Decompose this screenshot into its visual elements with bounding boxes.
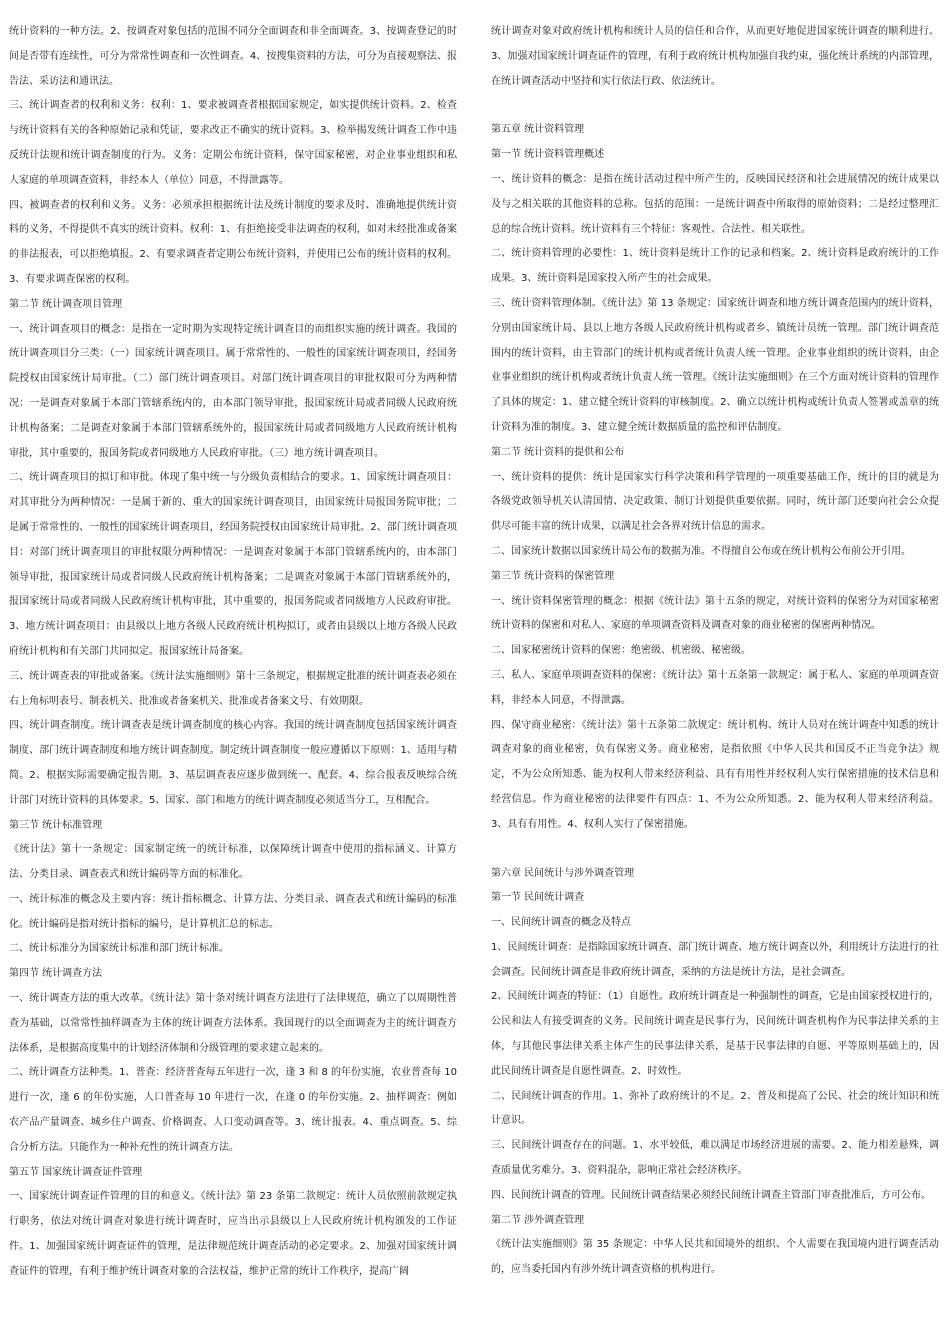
body-paragraph: 二、统计调查方法种类。1、普查：经济普查每五年进行一次，逢 3 和 8 的年份实施，农业普查每 10 进行一次，逢 6 的年份实施，人口普查每 10 年进行一次，在逢 0 的年份实施。2、抽样调查：例如农产品产量调查、城乡住户调查、价格调查、人口变动调查等。3、统计报表。4、重点调查。5、综合分析方法。只能作为一种补充性的统计调查方法。 [9,1067,457,1153]
body-paragraph: 《统计法实施细则》第 35 条规定：中华人民共和国境外的组织、个人需要在我国境内进行调查活动的，应当委托国内有涉外统计调查资格的机构进行。 [491,1239,939,1276]
body-paragraph: 二、统计资料管理的必要性：1、统计资料是统计工作的记录和档案。2、统计资料是政府统计的工作成果。3、统计资料是国家投入所产生的社会成果。 [491,248,939,285]
body-paragraph: 四、民间统计调查的管理。民间统计调查结果必须经民间统计调查主管部门审查批准后，方可公布。 [491,1189,931,1201]
section-heading: 第一节 民间统计调查 [491,892,585,904]
section-heading: 第五章 统计资料管理 [491,124,585,136]
section-heading: 第三节 统计资料的保密管理 [491,570,615,582]
body-paragraph: 三、统计调查者的权利和义务：权利：1、要求被调查者根据国家规定，如实提供统计资料。2、检查与统计资料有关的各种原始记录和凭证，要求改正不确实的统计资料。3、检举揭发统计调查工作中违反统计法规和统计调查制度的行为。义务：定期公布统计资料，保守国家秘密，对企业事业组织和私人家庭的单项调查资料，非经本人（单位）同意，不得泄露等。 [9,100,457,186]
section-heading: 第二节 统计调查项目管理 [9,298,123,310]
body-paragraph: 一、统计调查方法的重大改革。《统计法》第十条对统计调查方法进行了法律规范，确立了以周期性普查为基础，以常常性抽样调查为主体的统计调查方法体系。我国现行的以全面调查为主的统计调查方法体系，是根据高度集中的计划经济体制和分级管理的要求建立起来的。 [9,993,457,1054]
section-heading: 第六章 民间统计与涉外调查管理 [491,867,635,879]
section-heading: 第五节 国家统计调查证件管理 [9,1166,143,1178]
left-column [9,20,457,1344]
right-column [491,20,939,1344]
body-paragraph: 三、民间统计调查存在的问题。1、水平较低，难以满足市场经济进展的需要。2、能力相差悬殊，调查质量优劣难分。3、资料混杂，影响正常社会经济秩序。 [491,1140,939,1177]
section-heading: 第二节 统计资料的提供和公布 [491,446,625,458]
body-paragraph: 一、统计调查项目的概念：是指在一定时期为实现特定统计调查目的而组织实施的统计调查。我国的统计调查项目分三类：（一）国家统计调查项目。属于常常性的、一般性的国家统计调查项目，经国务院授权由国家统计局审批。（二）部门统计调查项目。对部门统计调查项目的审批权限可分为两种情况：一是调查对象属于本部门管辖系统内的，由本部门领导审批，报国家统计局或者同级人民政府统计机构备案；二是调查对象属于本部门管辖系统外的，报国家统计局或者同级地方人民政府统计机构审批，其中重要的，报国务院或者同级地方人民政府审批。（三）地方统计调查项目。 [9,323,457,459]
body-paragraph: 一、国家统计调查证件管理的目的和意义。《统计法》第 23 条第二款规定：统计人员依照前款规定执行职务，依法对统计调查对象进行统计调查时，应当出示县级以上人民政府统计机构颁发的工作证件。1、加强国家统计调查证件的管理，是法律规范统计调查活动的必定要求。2、加强对国家统计调查证件的管理，有利于维护统计调查对象的合法权益，维护正常的统计工作秩序，提高广阔 [9,1191,457,1277]
body-paragraph: 1、民间统计调查：是指除国家统计调查、部门统计调查、地方统计调查以外，利用统计方法进行的社会调查。民间统计调查是非政府统计调查，采纳的方法是统计方法，是社会调查。 [491,941,939,978]
body-paragraph: 《统计法》第十一条规定：国家制定统一的统计标准，以保障统计调查中使用的指标涵义、计算方法、分类目录、调查表式和统计编码等方面的标准化。 [9,844,457,881]
body-paragraph: 三、统计调查表的审批或备案。《统计法实施细则》第十三条规定，根据规定批准的统计调查表必须在右上角标明表号、制表机关、批准或者备案机关、批准或者备案文号、有效期限。 [9,670,457,707]
section-heading: 第二节 涉外调查管理 [491,1214,585,1226]
section-heading: 第三节 统计标准管理 [9,819,103,831]
body-paragraph: 二、统计标准分为国家统计标准和部门统计标准。 [9,943,229,955]
body-paragraph: 四、被调查者的权利和义务。义务：必须承担根据统计法及统计制度的要求及时、准确地提供统计资料的义务，不得提供不真实的统计资料。权利：1、有拒绝接受非法调查的权利，如对未经批准或备案的非法报表，可以拒绝填报。2、有要求调查者定期公布统计资料，并使用已公布的统计资料的权利。3、有要求调查保密的权利。 [9,199,457,285]
body-paragraph: 二、国家统计数据以国家统计局公布的数据为准。不得擅自公布或在统计机构公布前公开引用。 [491,545,911,557]
body-paragraph: 统计调查对象对政府统计机构和统计人员的信任和合作，从而更好地促进国家统计调查的顺利进行。3、加强对国家统计调查证件的管理，有利于政府统计机构加强自我约束，强化统计系统的内部管理，在统计调查活动中坚持和实行依法行政、依法统计。 [491,26,939,87]
body-paragraph: 一、民间统计调查的概念及特点 [491,917,631,929]
body-paragraph: 一、统计资料保密管理的概念：根据《统计法》第十五条的规定，对统计资料的保密分为对国家秘密统计资料的保密和对私人、家庭的单项调查资料及调查对象的商业秘密的保密两种情况。 [491,595,939,632]
body-paragraph: 2、民间统计调查的特征：（1）自愿性。政府统计调查是一种强制性的调查，它是由国家授权进行的，公民和法人有接受调查的义务。民间统计调查是民事行为，民间统计调查机构作为民事法律关系的主体，与其他民事法律关系主体产生的民事法律关系，是基于民事法律的自愿、平等原则基础上的，因此民间统计调查是自愿性调查。2、时效性。 [491,991,939,1077]
body-paragraph: 一、统计资料的概念：是指在统计活动过程中所产生的，反映国民经济和社会进展情况的统计成果以及与之相关联的其他资料的总称。包括的范围：一是统计调查中所取得的原始资料；二是经过整理汇总的综合统计资料。统计资料有三个特征：客观性、合法性、相关联性。 [491,173,939,235]
body-paragraph: 三、私人、家庭单项调查资料的保密：《统计法》第十五条第一款规定：属于私人、家庭的单项调查资料，非经本人同意，不得泄露。 [491,669,939,706]
body-paragraph: 统计资料的一种方法。2、按调查对象包括的范围不同分全面调查和非全面调查。3、按调查登记的时间是否带有连续性，可分为常常性调查和一次性调查。4、按搜集资料的方法，可分为直接观察法、报告法、采访法和通讯法。 [9,26,457,87]
body-paragraph: 一、统计资料的提供：统计是国家实行科学决策和科学管理的一项重要基础工作，统计的目的就是为各级党政领导机关认清国情、决定政策、制订计划提供重要依据。同时，统计部门还要向社会公众提供尽可能丰富的统计成果，以满足社会各界对统计信息的需求。 [491,471,939,533]
body-paragraph: 四、保守商业秘密：《统计法》第十五条第二款规定：统计机构、统计人员对在统计调查中知悉的统计调查对象的商业秘密，负有保密义务。商业秘密，是指依照《中华人民共和国反不正当竞争法》规定，不为公众所知悉、能为权利人带来经济利益、具有有用性并经权利人实行保密措施的技术信息和经营信息。作为商业秘密的法律要件有四点：1、不为公众所知悉。2、能为权利人带来经济利益。3、具有有用性。4、权利人实行了保密措施。 [491,719,939,830]
body-paragraph: 三、统计资料管理体制。《统计法》第 13 条规定：国家统计调查和地方统计调查范围内的统计资料，分别由国家统计局、县以上地方各级人民政府统计机构或者乡、镇统计员统一管理。部门统计调查范围内的统计资料，由主管部门的统计机构或者统计负责人统一管理。企业事业组织的统计资料，由企业事业组织的统计机构或者统计负责人统一管理。《统计法实施细则》在三个方面对统计资料的管理作了具体的规定：1、建立健全统计资料的审核制度。2、确立以统计机构或统计负责人签署或盖章的统计资料为准的制度。3、建立健全统计数据质量的监控和评估制度。 [491,297,939,433]
body-paragraph: 二、国家秘密统计资料的保密：绝密级、机密级、秘密级。 [491,645,751,657]
section-heading: 第四节 统计调查方法 [9,968,103,980]
section-heading: 第一节 统计资料管理概述 [491,149,605,161]
body-paragraph: 一、统计标准的概念及主要内容：统计指标概念、计算方法、分类目录、调查表式和统计编码的标准化。统计编码是指对统计指标的编号，是计算机汇总的标志。 [9,893,457,930]
body-paragraph: 二、统计调查项目的拟订和审批。体现了集中统一与分级负责相结合的要求。1、国家统计调查项目：对其审批分为两种情况：一是属于新的、重大的国家统计调查项目，由国家统计局报国务院审批；二是属于常常性的、一般性的国家统计调查项目，经国务院授权由国家统计局审批。2、部门统计调查项目：对部门统计调查项目的审批权限分两种情况：一是调查对象属于本部门管辖系统内的，由本部门领导审批，报国家统计局或者同级人民政府统计机构备案；二是调查对象属于本部门管辖系统外的，报国家统计局或者同级人民政府统计机构审批，其中重要的，报国务院或者同级地方人民政府审批。3、地方统计调查项目：由县级以上地方各级人民政府统计机构拟订，或者由县级以上地方各级人民政府统计机构和有关部门共同拟定。报国家统计局备案。 [9,472,457,657]
body-paragraph: 四、统计调查制度。统计调查表是统计调查制度的核心内容。我国的统计调查制度包括国家统计调查制度、部门统计调查制度和地方统计调查制度。制定统计调查制度一般应遵循以下原则：1、适用与精简。2、根据实际需要确定报告期。3、基层调查表应逐步做到统一、配套。4、综合报表反映综合统计部门对统计资料的具体要求。5、国家、部门和地方的统计调查制度必须适当分工，互相配合。 [9,720,457,806]
body-paragraph: 二、民间统计调查的作用。1、弥补了政府统计的不足。2、普及和提高了公民、社会的统计知识和统计意识。 [491,1090,939,1127]
